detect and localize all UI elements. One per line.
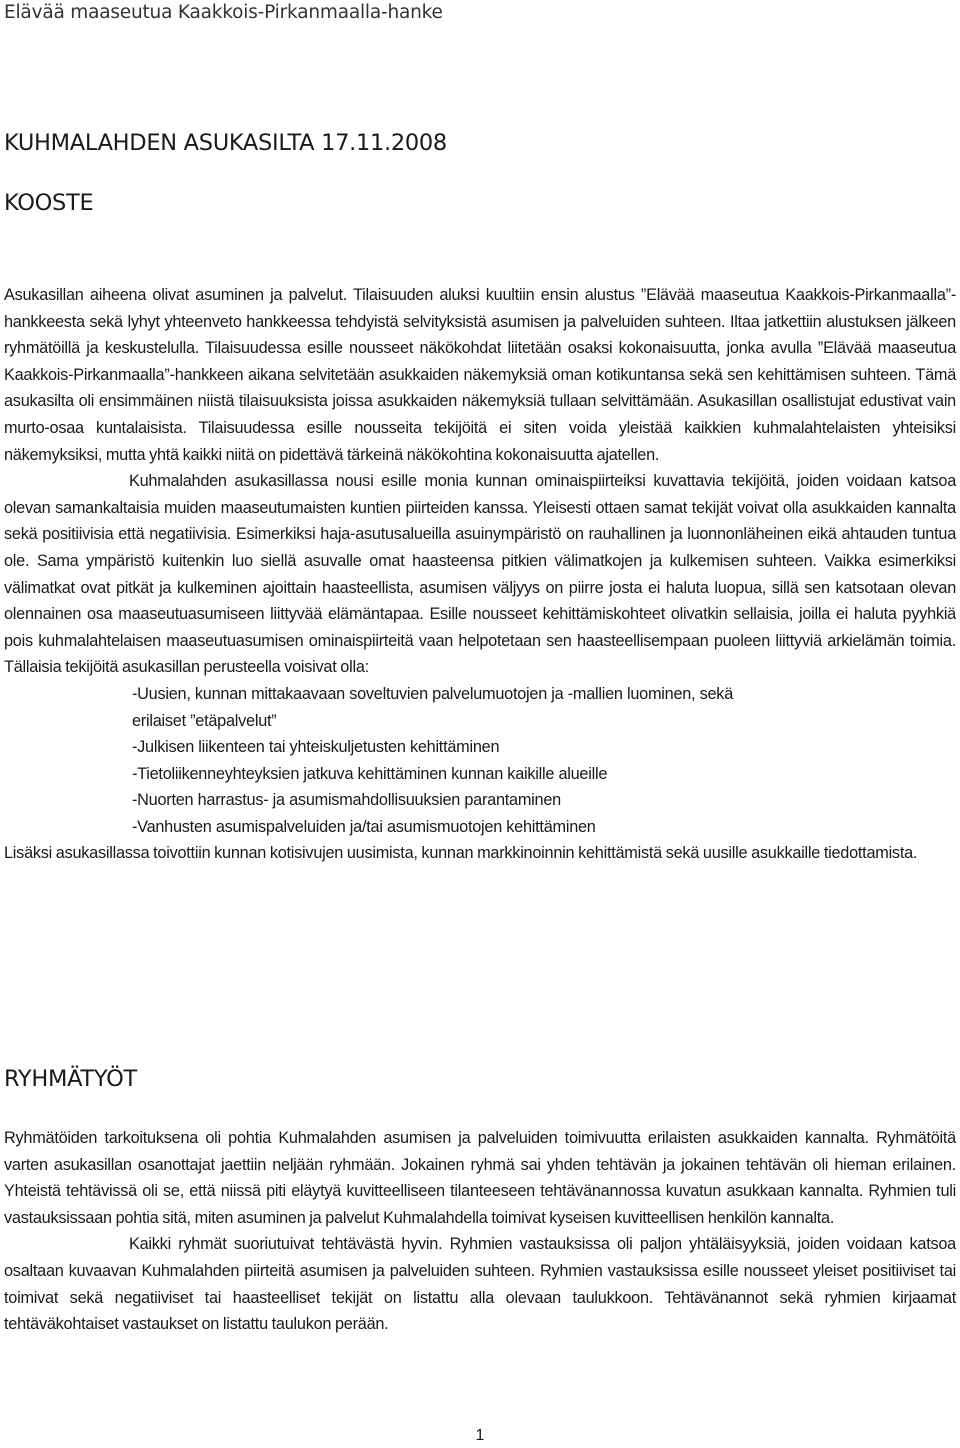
list-item: -Uusien, kunnan mittakaavaan soveltuvien palvelumuotojen ja -mallien luominen, sekä erilaiset ”etäpalvelut”	[132, 684, 733, 730]
list-item: -Nuorten harrastus- ja asumismahdollisuuksien parantaminen	[132, 791, 561, 810]
development-list	[4, 681, 956, 841]
list-item: -Tietoliikenneyhteyksien jatkuva kehittäminen kunnan kaikille alueille	[132, 764, 608, 783]
document-title: KUHMALAHDEN ASUKASILTA 17.11.2008	[4, 130, 447, 156]
group-work-paragraph-1: Ryhmätöiden tarkoituksena oli pohtia Kuhmalahden asumisen ja palveluiden toimivuutta erilaisten asukkaiden kannalta. Ryhmätöitä varten asukasillan osanottajat jaettiin neljään ryhmään. Jokainen ryhmä sai yhden tehtävän ja jokainen tehtävän oli hieman erilainen. Yhteistä tehtävissä oli se, että niissä piti eläytyä kuvitteelliseen tilanteeseen tehtävänannossa kuvatun asukkaan kannalta. Ryhmien tuli vastauksissaan pohtia sitä, miten asuminen ja palvelut Kuhmalahdella toimivat kyseisen kuvitteellisen henkilön kannalta.	[4, 1129, 956, 1227]
list-item: -Vanhusten asumispalveluiden ja/tai asumismuotojen kehittäminen	[132, 817, 596, 836]
page-number: 1	[475, 1427, 485, 1444]
group-work-paragraph-2: Kaikki ryhmät suoriutuivat tehtävästä hyvin. Ryhmien vastauksissa oli paljon yhtäläisyyksiä, joiden voidaan katsoa osaltaan kuvaavan Kuhmalahden piirteitä asumisen ja palveluiden suhteen. Ryhmien vastauksissa esille nousseet yleiset positiiviset tai toimivat sekä negatiiviset tai haasteelliset tekijät on listattu alla olevaan taulukkoon. Tehtävänannot sekä ryhmien kirjaamat tehtäväkohtaiset vastaukset on listattu taulukon perään.	[4, 1235, 956, 1334]
intro-paragraph-1: Asukasillan aiheena olivat asuminen ja palvelut. Tilaisuuden aluksi kuultiin ensin alustus ”Elävää maaseutua Kaakkois-Pirkanmaalla”-hankkeesta sekä lyhyt yhteenveto hankkeessa tehdyistä selvityksistä asumisen ja palveluiden suhteen. Iltaa jatkettiin alustuksen jälkeen ryhmätöillä ja keskustelulla. Tilaisuudessa esille nousseet näkökohdat liitetään osaksi kokonaisuutta, jonka avulla ”Elävää maaseutua Kaakkois-Pirkanmaalla”-hankkeen aikana selvitetään asukkaiden näkemyksiä oman kotikuntansa sekä sen kehittämisen suhteen. Tämä asukasilta oli ensimmäinen niistä tilaisuuksista joissa asukkaiden näkemyksiä tullaan selvittämään. Asukasillan osallistujat edustivat vain murto-osaa kuntalaisista. Tilaisuudessa esille nousseita tekijöitä ei siten voida yleistää kaikkien kuhmalahtelaisten yhteisiksi näkemyksiksi, mutta yhtä kaikki niitä on pidettävä tärkeinä näkökohtina kokonaisuutta ajatellen.	[4, 286, 956, 464]
section-heading: RYHMÄTYÖT	[4, 1066, 137, 1092]
intro-paragraph-2: Kuhmalahden asukasillassa nousi esille monia kunnan ominaispiirteiksi kuvattavia tekijöitä, joiden voidaan katsoa olevan samankaltaisia muiden maaseutumaisten kuntien piirteiden kanssa. Yleisesti ottaen samat tekijät voivat olla asukkaiden kannalta sekä positiivisia että negatiivisia. Esimerkiksi haja-asutusalueilla asuinympäristö on rauhallinen ja luonnonläheinen eikä ahtauden tuntua ole. Sama ympäristö kuitenkin luo siellä asuvalle omat haasteensa pitkien välimatkojen ja kulkemisen suhteen. Vaikka esimerkiksi välimatkat ovat pitkät ja kulkeminen ajoittain haasteellista, asumisen väljyys on piirre josta ei haluta luopua, sillä sen katsotaan olevan olennainen osa maaseutuasumiseen liittyvää elämäntapaa. Esille nousseet kehittämiskohteet olivatkin sellaisia, joilla ei haluta pyyhkiä pois kuhmalahtelaisen maaseutuasumisen ominaispiirteitä vaan helpotetaan sen haasteellisempaan puoleen liittyviä arkielämän toimia. Tällaisia tekijöitä asukasillan perusteella voisivat olla:	[4, 472, 956, 677]
document-subtitle: KOOSTE	[4, 190, 94, 216]
intro-paragraph-3: Lisäksi asukasillassa toivottiin kunnan kotisivujen uusimista, kunnan markkinoinnin kehittämistä sekä uusille asukkaille tiedottamista.	[4, 844, 918, 863]
list-item: -Julkisen liikenteen tai yhteiskuljetusten kehittäminen	[132, 738, 500, 757]
intro-section	[4, 282, 956, 867]
group-work-section	[4, 1125, 956, 1338]
running-header: Elävää maaseutua Kaakkois-Pirkanmaalla-hanke	[4, 2, 443, 23]
